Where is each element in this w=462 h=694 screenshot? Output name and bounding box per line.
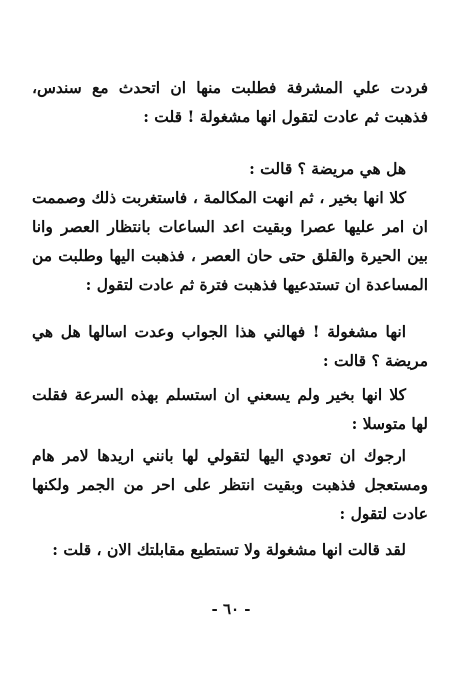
paragraph-6: ارجوك ان تعودي اليها لتقولي لها بانني اريدها لامر هام ومستعجل فذهبت وبقيت انتظر على احر من الجمر ولكنها عادت لتقول : <box>32 445 428 523</box>
paragraph-5: كلا انها بخير ولم يسعني ان استسلم بهذه السرعة فقلت لها متوسلا : <box>32 384 428 433</box>
paragraph-2: هل هي مريضة ؟ قالت : <box>249 158 406 178</box>
page-number: - ٦٠ - <box>211 600 251 618</box>
paragraph-3: كلا انها بخير ، ثم انهت المكالمة ، فاستغربت ذلك وصممت ان امر عليها عصرا وبقيت اعد الساعات بانتظار العصر وانا بين الحيرة والقلق حتى حان العصر ، فذهبت اليها وطلبت من المساعدة ان تستدعيها فذهبت فترة ثم عادت لتقول : <box>32 187 428 294</box>
paragraph-4: انها مشغولة ! فهالني هذا الجواب وعدت اسالها هل هي مريضة ؟ قالت : <box>32 321 428 370</box>
paragraph-7: لقد قالت انها مشغولة ولا تستطيع مقابلتك الان ، قلت : <box>52 539 406 559</box>
paragraph-1: فردت علي المشرفة فطلبت منها ان اتحدث مع سندس، فذهبت ثم عادت لتقول انها مشغولة ! قلت : <box>32 77 428 126</box>
